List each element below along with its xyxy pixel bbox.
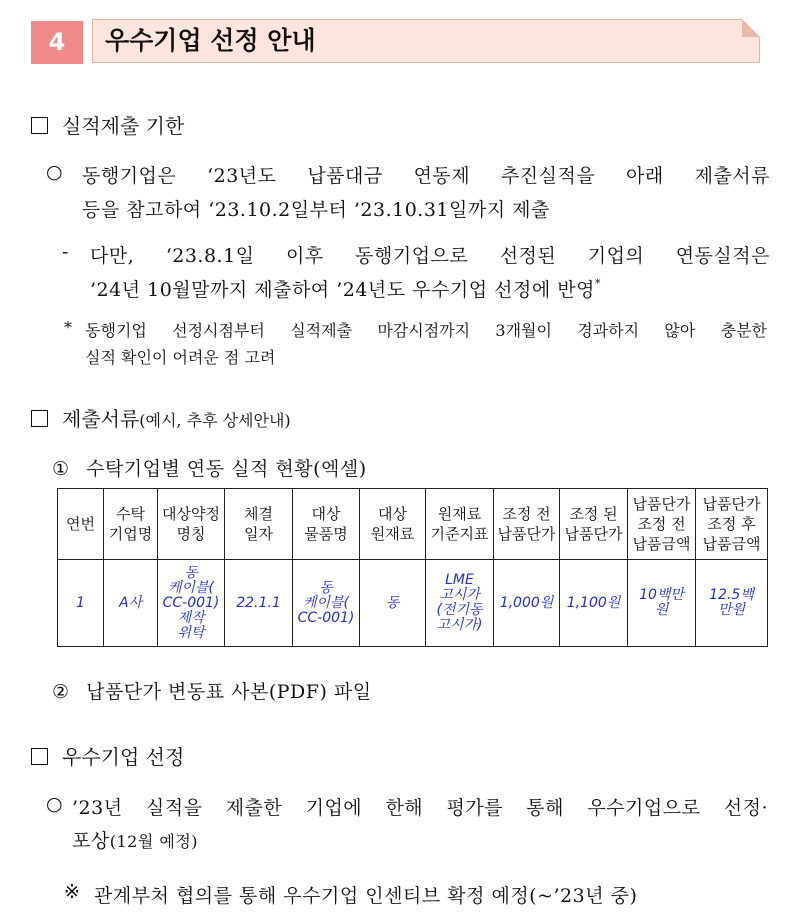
cell-line: 1,100원: [566, 594, 621, 611]
cell-line: 원: [654, 602, 669, 618]
cell-line: A사: [118, 594, 143, 611]
cell-line: 고시가): [436, 617, 483, 633]
cell-line: 동: [385, 594, 400, 611]
footnote-marker: *: [594, 277, 601, 290]
header-line: 기업명: [108, 525, 153, 543]
cell-line: CC-001): [297, 609, 355, 626]
header-line: 납품단가: [564, 525, 623, 543]
bullet-circle-icon: ○: [46, 793, 64, 815]
section-number-badge: 4: [31, 21, 83, 64]
table-cell: [360, 560, 426, 647]
header-line: 원재료: [370, 525, 415, 543]
table-cell: [696, 560, 768, 647]
table-header-cell: [426, 489, 494, 560]
table-header-cell: [158, 489, 225, 560]
exception-text: ’24년 10월말까지 제출하여 ’24년도 우수기업 선정에 반영: [90, 279, 595, 301]
heading-submission-deadline: [31, 110, 184, 139]
exception-text-line1: 다만, ‘23.8.1일 이후 동행기업으로 선정된 기업의 연동실적은: [90, 245, 770, 267]
cell-line: 22.1.1: [236, 594, 281, 611]
item1-text: 수탁기업별 연동 실적 현황(엑셀): [86, 458, 367, 480]
heading-suffix: (예시, 추후 상세안내): [139, 411, 291, 430]
header-line: 납품금액: [702, 535, 761, 553]
table-cell: [426, 560, 494, 647]
header-line: 수탁: [116, 505, 145, 523]
header-line: 원재료: [437, 505, 482, 523]
table-header-cell: [494, 489, 560, 560]
cell-line: LME: [445, 572, 474, 588]
heading-submission-documents: [31, 403, 291, 432]
cell-line: (전기동: [436, 602, 483, 618]
deadline-text-line1: 동행기업은 ‘23년도 납품대금 연동제 추진실적을 아래 제출서류: [82, 165, 770, 187]
section-title: 우수기업 선정 안내: [105, 26, 316, 55]
heading-excellent-company-selection: [31, 741, 184, 770]
cell-line: 케이블(: [302, 594, 350, 611]
table-header-cell: [696, 489, 768, 560]
table-header-cell: [225, 489, 293, 560]
checkbox-square-icon: [31, 117, 48, 134]
item2: [52, 677, 372, 704]
selection-text: 포상: [72, 830, 110, 852]
table-cell: [58, 560, 104, 647]
cell-line: 동: [319, 579, 333, 596]
table-header-cell: [58, 489, 104, 560]
selection-text-line1: ’23년 실적을 제출한 기업에 한해 평가를 통해 우수기업으로 선정·: [72, 797, 768, 819]
table-cell: [158, 560, 225, 647]
heading-text: 실적제출 기한: [62, 114, 185, 138]
header-line: 조정 된: [569, 505, 618, 523]
checkbox-square-icon: [31, 748, 48, 765]
cell-line: 만원: [717, 602, 746, 618]
table-cell: [494, 560, 560, 647]
item2-text: 납품단가 변동표 사본(PDF) 파일: [86, 681, 372, 703]
bullet-circle-icon: ○: [46, 161, 64, 183]
table-header-cell: [360, 489, 426, 560]
circled-two-icon: ②: [52, 681, 70, 703]
reference-mark-icon: ※: [64, 881, 81, 903]
cell-line: 1,000원: [499, 594, 554, 611]
header-line: 납품단가: [702, 495, 761, 513]
header-line: 조정 후: [707, 515, 756, 533]
cell-line: 10백만: [639, 587, 684, 603]
performance-table: [57, 488, 768, 647]
header-line: 납품단가: [497, 525, 556, 543]
selection-schedule: (12월 예정): [109, 832, 199, 851]
cell-line: 1: [76, 594, 85, 611]
heading-text: 우수기업 선정: [62, 745, 185, 769]
table-header-cell: [560, 489, 628, 560]
header-line: 납품단가: [632, 495, 691, 513]
circled-one-icon: ①: [52, 458, 70, 480]
cell-line: 고시가: [439, 587, 480, 603]
note-text-line1: 동행기업 선정시점부터 실적제출 마감시점까지 3개월이 경과하지 않아 충분한: [85, 321, 767, 340]
cell-line: CC-001): [162, 594, 220, 611]
table-cell: [560, 560, 628, 647]
heading-text: 제출서류: [62, 407, 140, 431]
header-line: 연번: [66, 515, 95, 533]
table-header-row: [58, 489, 768, 560]
incentive-note: 관계부처 협의를 통해 우수기업 인센티브 확정 예정(~’23년 중): [94, 885, 638, 907]
dash-mark: -: [62, 241, 69, 263]
table-header-cell: [104, 489, 158, 560]
header-line: 일자: [244, 525, 273, 543]
section-title-banner: [92, 19, 760, 63]
table-cell: [293, 560, 360, 647]
selection-text-line2: [72, 826, 198, 853]
header-line: 기준지표: [430, 525, 489, 543]
header-line: 납품금액: [632, 535, 691, 553]
table-cell: [628, 560, 696, 647]
header-line: 체결: [244, 505, 273, 523]
cell-line: 위탁: [177, 624, 205, 641]
table-cell: [225, 560, 293, 647]
folded-corner: [742, 19, 760, 37]
header-line: 대상: [311, 505, 341, 523]
header-line: 물품명: [304, 525, 348, 543]
header-line: 대상약정: [162, 505, 220, 523]
exception-text-line2: [90, 275, 601, 302]
table-cell: [104, 560, 158, 647]
header-line: 조정 전: [502, 505, 551, 523]
note-text-line2: 실적 확인이 어려운 점 고려: [85, 348, 276, 367]
table-header-cell: [293, 489, 360, 560]
cell-line: 제작: [177, 609, 205, 626]
header-line: 대상: [378, 505, 407, 523]
cell-line: 케이블(: [167, 579, 215, 596]
table-row: [58, 560, 768, 647]
cell-line: 동: [184, 564, 198, 581]
header-line: 조정 전: [637, 515, 686, 533]
deadline-text-line2: 등을 참고하여 ‘23.10.2일부터 ’23.10.31일까지 제출: [82, 199, 550, 221]
table-header-cell: [628, 489, 696, 560]
checkbox-square-icon: [31, 410, 48, 427]
cell-line: 12.5백: [709, 587, 754, 603]
item1: [52, 454, 367, 481]
header-line: 명칭: [176, 525, 206, 543]
note-asterisk: *: [64, 318, 72, 337]
